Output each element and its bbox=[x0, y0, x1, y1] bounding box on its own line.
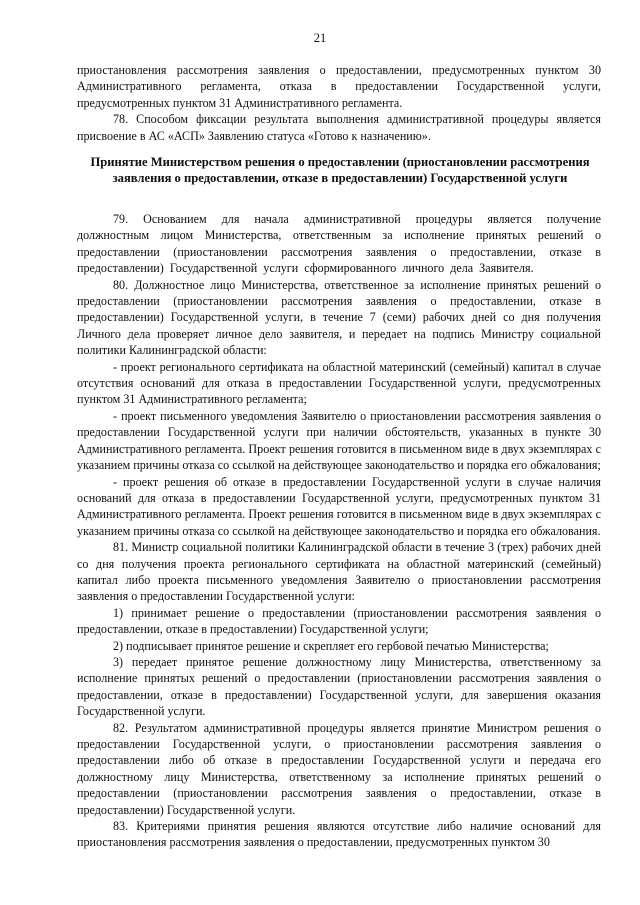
page-number: 21 bbox=[313, 31, 327, 45]
paragraph-79: 79. Основанием для начала административной процедуры является получение должностным лицом Министерства, ответственным за исполнение принятых решений о предоставлении (приостановлении рассмотрения заявления о предоставлении, отказе в предоставлении) Государственной услуги сформированного личного дела Заявителя. bbox=[77, 212, 601, 276]
paragraph-82: 82. Результатом административной процедуры является принятие Министром решения о предоставлении Государственной услуги, о приостановлении рассмотрения заявления о предоставлении либо об отказе в предоставлении Государственной услуги и передача его должностному лицу Министерства, ответственному за исполнение принятых решений о предоставлении (приостановлении рассмотрения заявления о предоставлении, отказе в предоставлении) Государственной услуги. bbox=[77, 720, 601, 817]
list-item: - проект письменного уведомления Заявителю о приостановлении рассмотрения заявления о предоставлении Государственной услуги при наличии обстоятельств, указанных в пункте 30 Административного регламента. Проект решения готовится в письменном виде в двух экземплярах с указанием причины отказа со ссылкой на действующее законодательство и порядка его обжалования; bbox=[77, 408, 601, 473]
paragraph-80: 80. Должностное лицо Министерства, ответственное за исполнение принятых решений о предоставлении (приостановлении рассмотрения заявления о предоставлении, отказе в предоставлении) Государственной услуги, в течение 7 (семи) рабочих дней со дня получения Личного дела проверяет личное дело заявителя, и передает на подпись Министру социальной политики Калининградской области: bbox=[77, 277, 601, 358]
paragraph-81: 81. Министр социальной политики Калининградской области в течение 3 (трех) рабочих дней со дня получения проекта регионального сертификата на областной материнский (семейный) капитал либо проекта письменного уведомления Заявителю о приостановлении рассмотрения заявления о предоставлении Государственной услуги: bbox=[77, 540, 601, 604]
list-item: - проект регионального сертификата на областной материнский (семейный) капитал в случае отсутствия оснований для отказа в предоставлении Государственной услуги, предусмотренных пунктом 31 Административного регламента; bbox=[77, 359, 601, 407]
paragraph-83: 83. Критериями принятия решения являются отсутствие либо наличие оснований для приостановления рассмотрения заявления о предоставлении, предусмотренных пунктом 30 bbox=[77, 819, 601, 850]
intro-continuation: приостановления рассмотрения заявления о предоставлении, предусмотренных пунктом 30 Административного регламента, отказа в предоставлении Государственной услуги, предусмотренных пунктом 31 Административного регламента. bbox=[77, 63, 601, 110]
body-block bbox=[77, 211, 601, 851]
list-item: 3) передает принятое решение должностному лицу Министерства, ответственному за исполнение принятых решений о предоставлении (приостановлении рассмотрения заявления о предоставлении, отказе в предоставлении) Государственной услуги, для завершения оказания Государственной услуги. bbox=[77, 654, 601, 719]
section-heading: Принятие Министерством решения о предоставлении (приостановлении рассмотрения заявления о предоставлении, отказе в предоставлении) Государственной услуги bbox=[90, 155, 590, 186]
intro-block bbox=[77, 62, 601, 144]
list-item: 2) подписывает принятое решение и скрепляет его гербовой печатью Министерства; bbox=[113, 638, 549, 653]
list-item: - проект решения об отказе в предоставлении Государственной услуги в случае наличия оснований для отказа в предоставлении Государственной услуги, предусмотренных пунктом 31 Административного регламента. Проект решения готовится в письменном виде в двух экземплярах с указанием причины отказа со ссылкой на действующее законодательство и порядка его обжалования. bbox=[77, 474, 601, 538]
list-item: 1) принимает решение о предоставлении (приостановлении рассмотрения заявления о предоставлении, отказе в предоставлении) Государственной услуги; bbox=[77, 605, 601, 637]
paragraph-78: 78. Способом фиксации результата выполнения административной процедуры является присвоение в АС «АСП» Заявлению статуса «Готово к назначению». bbox=[77, 112, 601, 143]
